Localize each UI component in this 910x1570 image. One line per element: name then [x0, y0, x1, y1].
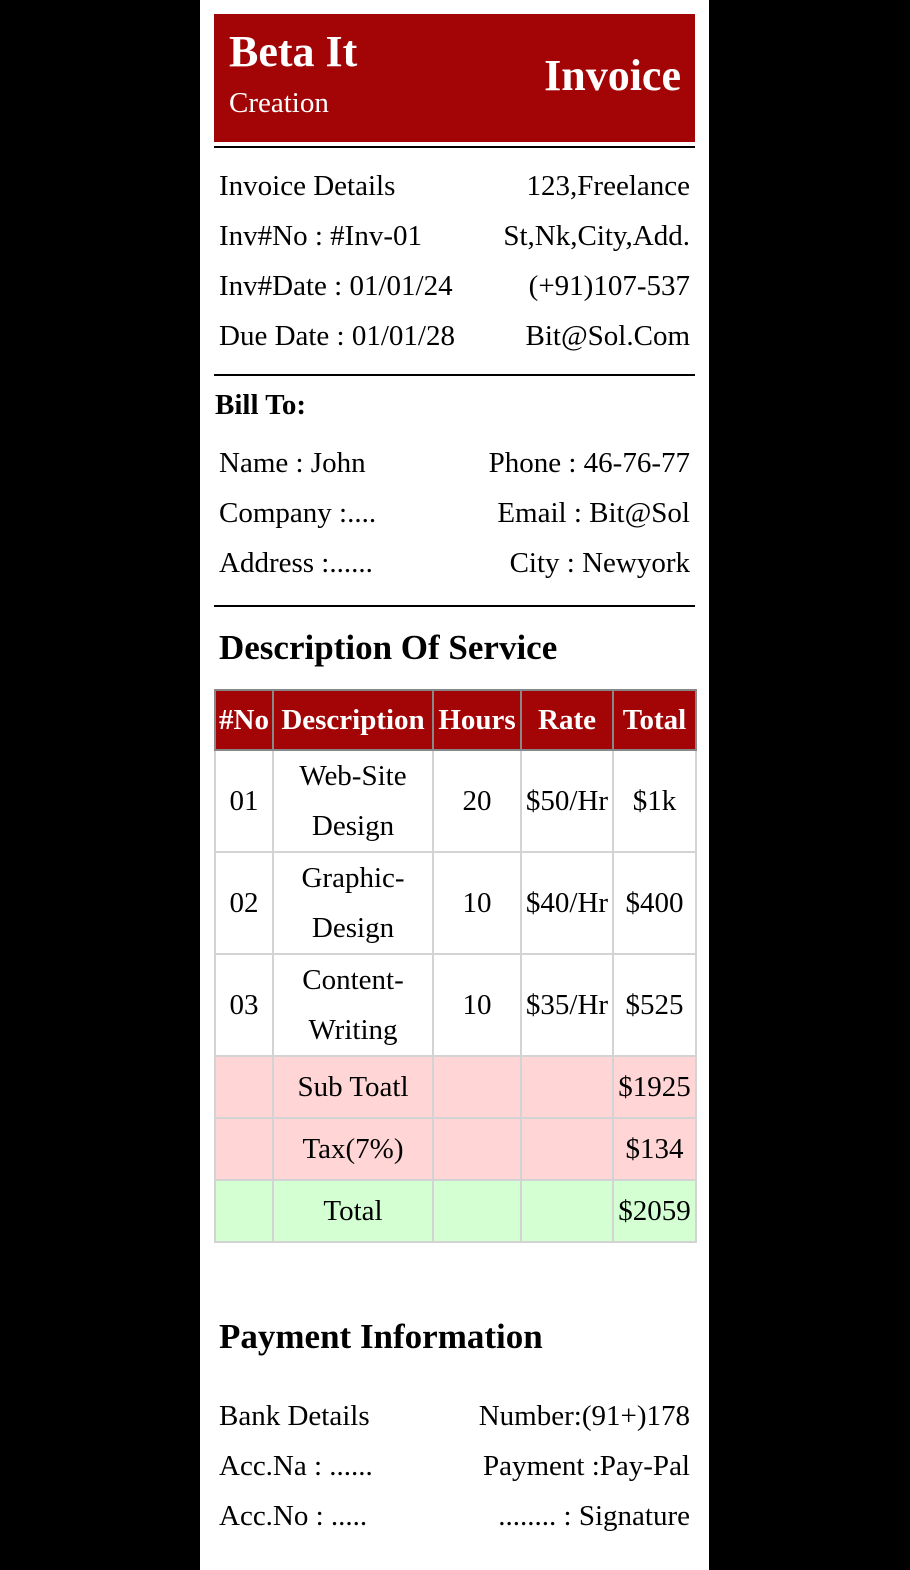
total-value: $2059 [613, 1180, 696, 1242]
bank-details-label: Bank Details [219, 1400, 370, 1432]
empty-cell [521, 1180, 613, 1242]
divider [214, 146, 695, 148]
empty-cell [433, 1118, 521, 1180]
payment-row [219, 1448, 690, 1484]
bill-to-heading: Bill To: [215, 389, 307, 421]
item-hours: 20 [433, 750, 521, 852]
divider [214, 605, 695, 607]
invoice-detail-row [219, 168, 690, 204]
company-email: Bit@Sol.Com [525, 320, 690, 352]
item-total: $525 [613, 954, 696, 1056]
client-phone: Phone : 46-76-77 [488, 447, 690, 479]
invoice-page [200, 0, 709, 1570]
bill-to-row [219, 545, 690, 581]
address-line-1: 123,Freelance [526, 170, 690, 202]
column-header-no: #No [215, 690, 273, 750]
invoice-date: Inv#Date : 01/01/24 [219, 270, 453, 302]
subtotal-row [215, 1056, 696, 1118]
table-row [215, 750, 696, 852]
divider [214, 374, 695, 376]
table-row [215, 954, 696, 1056]
subtotal-value: $1925 [613, 1056, 696, 1118]
document-title: Invoice [544, 51, 681, 100]
services-heading: Description Of Service [219, 628, 558, 667]
account-name: Acc.Na : ...... [219, 1450, 373, 1482]
payment-row [219, 1398, 690, 1434]
brand-subtitle: Creation [229, 87, 329, 119]
payment-method: Payment :Pay-Pal [482, 1450, 690, 1482]
empty-cell [215, 1056, 273, 1118]
invoice-header [214, 14, 695, 142]
column-header-hours: Hours [433, 690, 521, 750]
column-header-total: Total [613, 690, 696, 750]
bill-to-row [219, 445, 690, 481]
tax-label: Tax(7%) [273, 1118, 433, 1180]
total-label: Total [273, 1180, 433, 1242]
item-rate: $40/Hr [521, 852, 613, 954]
empty-cell [521, 1118, 613, 1180]
item-number: 02 [215, 852, 273, 954]
empty-cell [521, 1056, 613, 1118]
empty-cell [215, 1118, 273, 1180]
table-row [215, 852, 696, 954]
item-description: Web-Site Design [273, 750, 433, 852]
item-total: $400 [613, 852, 696, 954]
item-total: $1k [613, 750, 696, 852]
empty-cell [215, 1180, 273, 1242]
item-rate: $35/Hr [521, 954, 613, 1056]
payment-number: Number:(91+)178 [478, 1400, 690, 1432]
item-number: 01 [215, 750, 273, 852]
client-company: Company :.... [219, 497, 377, 529]
subtotal-label: Sub Toatl [273, 1056, 433, 1118]
invoice-details-heading: Invoice Details [219, 170, 396, 202]
item-rate: $50/Hr [521, 750, 613, 852]
services-table [214, 689, 697, 1243]
table-header-row [215, 690, 696, 750]
item-number: 03 [215, 954, 273, 1056]
bill-to-row [219, 495, 690, 531]
tax-row [215, 1118, 696, 1180]
client-name: Name : John [219, 447, 366, 479]
item-description: Content-Writing [273, 954, 433, 1056]
empty-cell [433, 1180, 521, 1242]
invoice-detail-row [219, 268, 690, 304]
client-email: Email : Bit@Sol [497, 497, 690, 529]
invoice-detail-row [219, 318, 690, 354]
signature-line: ........ : Signature [498, 1500, 690, 1532]
due-date: Due Date : 01/01/28 [219, 320, 455, 352]
item-hours: 10 [433, 852, 521, 954]
account-number: Acc.No : ..... [219, 1500, 368, 1532]
company-phone: (+91)107-537 [528, 270, 690, 302]
grand-total-row [215, 1180, 696, 1242]
address-line-2: St,Nk,City,Add. [503, 220, 690, 252]
empty-cell [433, 1056, 521, 1118]
client-city: City : Newyork [509, 547, 690, 579]
tax-value: $134 [613, 1118, 696, 1180]
client-address: Address :...... [219, 547, 373, 579]
payment-row [219, 1498, 690, 1534]
column-header-rate: Rate [521, 690, 613, 750]
column-header-description: Description [273, 690, 433, 750]
invoice-number: Inv#No : #Inv-01 [219, 220, 422, 252]
brand-name: Beta It [229, 27, 358, 76]
invoice-detail-row [219, 218, 690, 254]
payment-heading: Payment Information [219, 1317, 543, 1356]
item-hours: 10 [433, 954, 521, 1056]
item-description: Graphic-Design [273, 852, 433, 954]
